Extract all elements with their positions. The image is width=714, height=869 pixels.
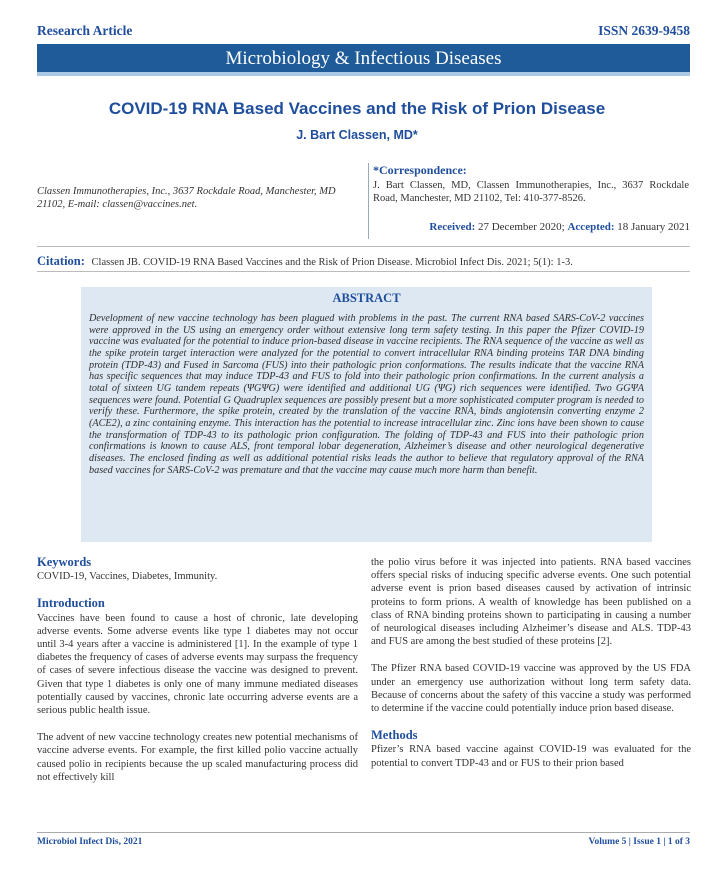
- citation-text: Classen JB. COVID-19 RNA Based Vaccines and the Risk of Prion Disease. Microbiol Infect Dis. 2021; 5(1): 1-3.: [91, 257, 573, 268]
- introduction-paragraph-1: Vaccines have been found to cause a host of chronic, late developing adverse events. Some adverse events like type 1 diabetes may not occur until 3-4 years after a vaccine is administered [1]. In the example of type 1 diabetes the frequency of cases of adverse events may surpass the frequency of cases of severe infectious disease the vaccine was designed to prevent. Given that type 1 diabetes is only one of many immune mediated diseases potentially caused by vaccines, chronic late occurring adverse events are a serious public health issue.: [37, 612, 358, 717]
- author-affiliation: Classen Immunotherapies, Inc., 3637 Rockdale Road, Manchester, MD 21102, E-mail: classen@vaccines.net.: [37, 186, 336, 210]
- correspondence-box: [368, 163, 690, 239]
- accepted-label: Accepted:: [567, 221, 615, 233]
- abstract-box: [81, 287, 652, 542]
- accepted-date: 18 January 2021: [617, 221, 690, 233]
- introduction-paragraph-3: The Pfizer RNA based COVID-19 vaccine was approved by the US FDA under an emergency use authorization without long term safety data. Because of concerns about the safety of this vaccine a study was performed to determine if the vaccine could potentially induce prion based disease.: [371, 663, 691, 715]
- running-header: [37, 23, 690, 41]
- footer-page-info: Volume 5 | Issue 1 | 1 of 3: [588, 837, 690, 847]
- received-label: Received:: [429, 221, 476, 233]
- footer-journal-citation: Microbiol Infect Dis, 2021: [37, 837, 143, 847]
- left-column: [37, 556, 358, 798]
- abstract-heading: ABSTRACT: [332, 291, 401, 305]
- introduction-heading: Introduction: [37, 596, 105, 611]
- right-column: [371, 556, 691, 770]
- correspondence-label: *Correspondence:: [373, 163, 467, 177]
- keywords-text: COVID-19, Vaccines, Diabetes, Immunity.: [37, 571, 218, 583]
- page-footer: [37, 832, 690, 852]
- issn-label: ISSN 2639-9458: [598, 23, 690, 38]
- abstract-text: Development of new vaccine technology has been plagued with problems in the past. The current RNA based SARS-CoV-2 vaccines were approved in the US using an emergency order without extensive long term safety testing. In this paper the Pfizer COVID-19 vaccine was evaluated for the potential to induce prion-based disease in vaccine recipients. The RNA sequence of the vaccine as well as the spike protein target interaction were analyzed for the potential to convert intracellular RNA binding proteins TAR DNA binding protein (TDP-43) and Fused in Sarcoma (FUS) into their pathologic prion conformations. The results indicate that the vaccine RNA has specific sequences that may induce TDP-43 and FUS to fold into their pathologic prion confirmations. In the current analysis a total of sixteen UG tandem repeats (ΨGΨG) were identified and additional UG (ΨG) rich sequences were identified. Two GGΨA sequences were found. Potential G Quadruplex sequences are possibly present but a more sophisticated computer program is needed to verify these. Furthermore, the spike protein, created by the translation of the vaccine RNA, binds angiotensin converting enzyme 2 (ACE2), a zinc containing enzyme. This interaction has the potential to increase intracellular zinc. Zinc ions have been shown to cause the transformation of TDP-43 to its pathologic prion configuration. The folding of TDP-43 and FUS into their pathologic prion confirmations is known to cause ALS, front temporal lobar degeneration, Alzheimer’s disease and other neurological degenerative diseases. The enclosed finding as well as additional potential risks leads the author to believe that regulatory approval of the RNA based vaccines for SARS-CoV-2 was premature and that the vaccine may cause much more harm than benefit.: [89, 313, 644, 476]
- article-type-label: Research Article: [37, 23, 133, 38]
- methods-heading: Methods: [371, 728, 418, 743]
- methods-text: Pfizer’s RNA based vaccine against COVID-19 was evaluated for the potential to convert TDP-43 and or FUS to their prion based: [371, 744, 691, 769]
- introduction-paragraph-2-continued: the polio virus before it was injected into patients. RNA based vaccines offers special risks of inducing specific adverse events. One such potential adverse event is prion based diseases caused by activation of intrinsic proteins to form prions. A wealth of knowledge has been published on a class of RNA binding proteins shown to participating in causing a number of neurological diseases including Alzheimer’s disease and ALS. TDP-43 and FUS are among the best studied of these proteins [2].: [371, 557, 691, 648]
- received-date: 27 December 2020;: [477, 221, 565, 233]
- article-title: COVID-19 RNA Based Vaccines and the Risk of Prion Disease: [108, 99, 606, 118]
- article-dates: [429, 221, 690, 233]
- introduction-paragraph-2: The advent of new vaccine technology creates new potential mechanisms of vaccine adverse events. For example, the first killed polio vaccine actually caused polio in recipients because the up scaled manufacturing process did not effectively kill: [37, 732, 358, 783]
- author-name: J. Bart Classen, MD*: [296, 128, 418, 142]
- citation: [37, 246, 690, 272]
- journal-name: Microbiology & Infectious Diseases: [225, 48, 502, 69]
- citation-label: Citation:: [37, 254, 85, 268]
- journal-banner: [37, 44, 690, 76]
- keywords-heading: Keywords: [37, 555, 92, 569]
- correspondence-text: J. Bart Classen, MD, Classen Immunotherapies, Inc., 3637 Rockdale Road, Manchester, MD 21102, Tel: 410-377-8526.: [373, 180, 689, 204]
